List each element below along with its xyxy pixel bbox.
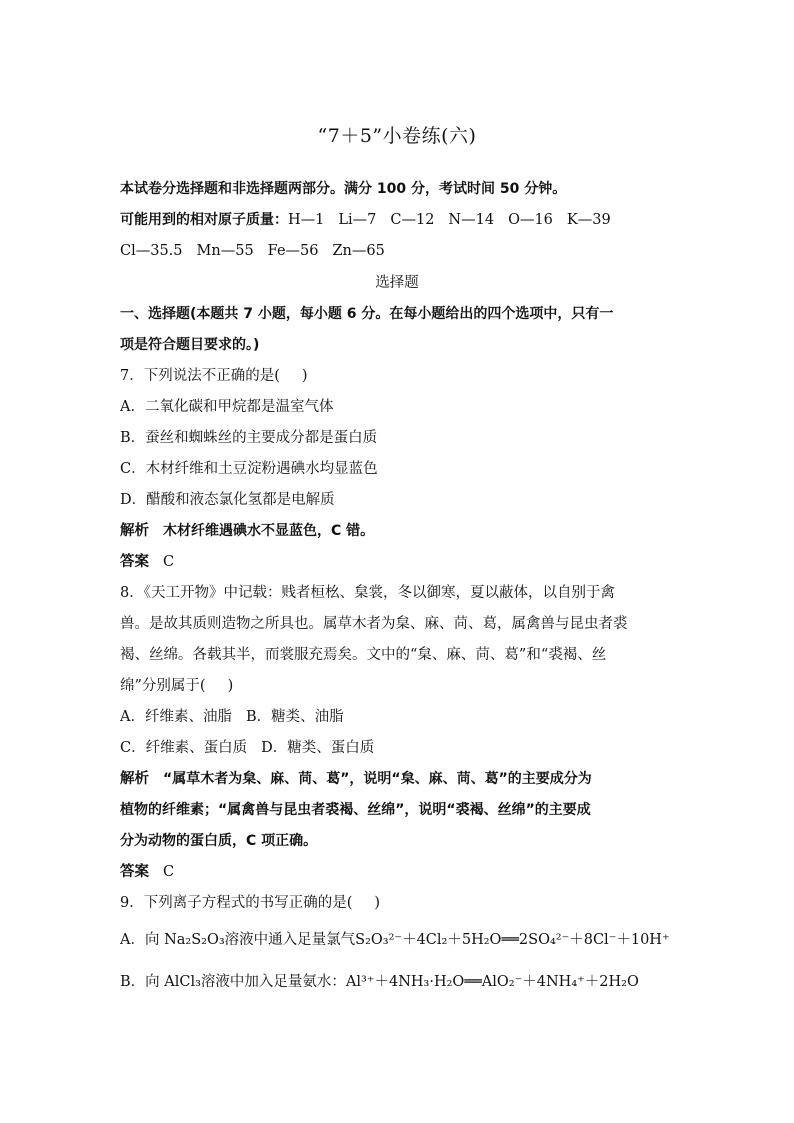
q7-analysis-label: 解析 (120, 523, 149, 539)
masses-row-1 (120, 209, 680, 231)
q9-stem-end: ) (374, 895, 381, 911)
q8-answer-label: 答案 (120, 864, 149, 880)
mass-k: K—39 (566, 212, 611, 228)
q9-option-b (120, 971, 680, 993)
q9-option-b-lhs: Al³⁺＋4NH₃·H₂O (345, 974, 465, 990)
q7-option-c: C．木材纤维和土豆淀粉遇碘水均显蓝色 (120, 461, 378, 477)
q7-analysis (120, 520, 680, 542)
q9-stem (120, 892, 680, 914)
q7-option-a: A．二氧化碳和甲烷都是温室气体 (120, 399, 334, 415)
q9-option-b-rhs: AlO₂⁻＋4NH₄⁺＋2H₂O (481, 974, 639, 990)
mass-h: H—1 (288, 212, 325, 228)
section-instructions-line-1: 一、选择题(本题共 7 小题，每小题 6 分。在每小题给出的四个选项中，只有一 (120, 306, 614, 322)
q8-option-c: C．纤维素、蛋白质 (120, 740, 248, 756)
q8-option-d: D．糖类、蛋白质 (261, 740, 375, 756)
q7-answer (120, 551, 680, 573)
mass-c: C—12 (390, 212, 435, 228)
q7-answer-value: C (163, 554, 175, 570)
intro-line: 本试卷分选择题和非选择题两部分。满分 100 分，考试时间 50 分钟。 (120, 181, 567, 197)
q9-option-a-rhs: 2SO₄²⁻＋8Cl⁻＋10H⁺ (518, 932, 670, 948)
q8-options-row-2 (120, 737, 680, 759)
q8-answer-value: C (163, 864, 175, 880)
q7-option-d: D．醋酸和液态氯化氢都是电解质 (120, 492, 335, 508)
q9-option-a-text: A．向 Na₂S₂O₃溶液中通入足量氯气 (120, 932, 356, 948)
section-instructions-line-2: 项是符合题目要求的。) (120, 337, 260, 353)
q8-options-row-1 (120, 706, 680, 728)
q8-stem-line-2: 兽。是故其质则造物之所具也。属草木者为枲、麻、苘、葛，属禽兽与昆虫者裘 (120, 616, 628, 632)
q8-stem-line-4 (120, 675, 680, 697)
mass-o: O—16 (508, 212, 553, 228)
q9-option-b-text: B．向 AlCl₃溶液中加入足量氨水： (120, 974, 346, 990)
q7-stem (120, 365, 680, 387)
q9-option-b-arrow: ══ (464, 974, 482, 990)
q8-analysis-line-3: 分为动物的蛋白质，C 项正确。 (120, 833, 318, 849)
q7-stem-text: 7．下列说法不正确的是( (120, 368, 280, 384)
q8-analysis-line-2: 植物的纤维素；“属禽兽与昆虫者裘褐、丝绵”，说明“裘褐、丝绵”的主要成 (120, 802, 591, 818)
q9-option-a-arrow: ══ (501, 932, 519, 948)
q8-answer (120, 861, 680, 883)
mass-zn: Zn—65 (332, 243, 385, 259)
q8-stem-line-1: 8．《天工开物》中记载：贱者桓㭃、枲裳，冬以御寒，夏以蔽体，以自别于禽 (120, 585, 615, 601)
page-title: “7＋5”小卷练(六) (317, 125, 477, 147)
q8-option-a: A．纤维素、油脂 (120, 709, 232, 725)
section-title: 选择题 (375, 275, 419, 291)
q8-stem-line-3: 褐、丝绵。各载其半，而裳服充焉矣。文中的“枲、麻、苘、葛”和“裘褐、丝 (120, 647, 607, 663)
q9-option-a-lhs: S₂O₃²⁻＋4Cl₂＋5H₂O (355, 932, 502, 948)
q8-analysis-label: 解析 (120, 771, 149, 787)
masses-label: 可能用到的相对原子质量： (120, 212, 288, 228)
mass-li: Li—7 (338, 212, 377, 228)
mass-cl: Cl—35.5 (120, 243, 183, 259)
mass-mn: Mn—55 (196, 243, 254, 259)
q8-option-b: B．糖类、油脂 (245, 709, 344, 725)
masses-row-2 (120, 240, 680, 262)
q7-stem-end: ) (301, 368, 308, 384)
q7-analysis-text: 木材纤维遇碘水不显蓝色，C 错。 (163, 523, 375, 539)
q9-option-a (120, 929, 680, 951)
mass-n: N—14 (448, 212, 495, 228)
q7-option-b: B．蚕丝和蜘蛛丝的主要成分都是蛋白质 (120, 430, 378, 446)
q8-stem-line-4-text: 绵”分别属于( (120, 678, 206, 694)
mass-fe: Fe—56 (267, 243, 319, 259)
q8-analysis-line-1 (120, 768, 680, 790)
q8-stem-end: ) (227, 678, 234, 694)
q8-analysis-text-1: “属草木者为枲、麻、苘、葛”，说明“枲、麻、苘、葛”的主要成分为 (163, 771, 592, 787)
q9-stem-text: 9．下列离子方程式的书写正确的是( (120, 895, 353, 911)
q7-answer-label: 答案 (120, 554, 149, 570)
